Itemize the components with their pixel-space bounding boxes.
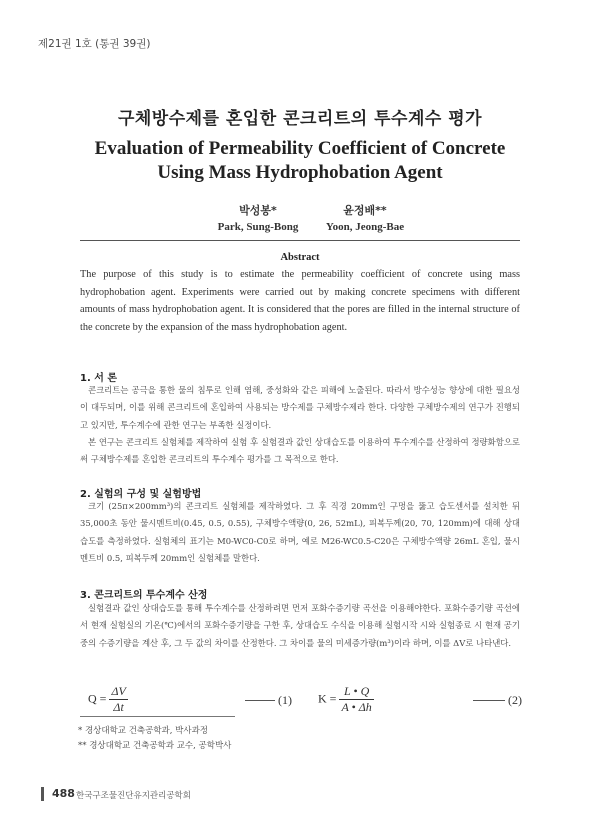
section-2-heading: 2. 실험의 구성 및 실험방법 xyxy=(80,489,202,500)
section-3-heading: 3. 콘크리트의 투수계수 산정 xyxy=(80,590,208,601)
equation-1-lhs: Q = xyxy=(88,691,107,706)
author-2-name-en: Yoon, Jeong-Bae xyxy=(325,221,405,233)
paper-title-korean: 구체방수제를 혼입한 콘크리트의 투수계수 평가 xyxy=(117,109,483,129)
footnote-divider xyxy=(80,716,235,717)
equation-2-lhs: K = xyxy=(318,691,337,706)
page-marker-bar xyxy=(41,787,44,801)
author-1 xyxy=(198,202,318,233)
equation-1-number: (1) xyxy=(278,693,292,707)
section-2-paragraph-1: 크기 (25π×200mm³)의 콘크리트 실험체를 제작하였다. 그 후 직경 20mm인 구멍을 뚫고 습도센서를 설치한 뒤 35,000초 동안 물시멘트비(0.45, 0.5, 0.55), 구체방수액량(0, 26, 52mL), 피복두께(20, 70, 120mm)에 대해 상대습도를 측정하였다. 실험체의 표기는 M0-WC0-C0로 하며, 예로 M26-WC0.5-C20은 구체방수액량 26mL 혼입, 물시멘트비 0.5, 피복두께 20mm인 실험체를 말한다. xyxy=(80,501,520,564)
author-2-name-ko: 윤정배** xyxy=(343,204,387,217)
footnote-1: * 경상대학교 건축공학과, 박사과정 xyxy=(78,726,209,736)
author-2 xyxy=(305,202,425,233)
section-3-paragraph-1: 실험결과 값인 상대습도를 통해 투수계수를 산정하려면 먼저 포화수증기량 곡선을 이용해야한다. 포화수증기량 곡선에서 현재 실험실의 기온(℃)에서의 포화수증기량을 구한 후, 상대습도 수식을 이용해 실험시작 시와 실험종료 시 현재 공기 중의 수증기량을 계산 후, 그 두 값의 차이를 산정한다. 그 차이를 물의 미세증가량(m³)이라 하며, 이를 ΔV로 나타낸다. xyxy=(80,603,520,648)
section-1-heading: 1. 서 론 xyxy=(80,373,118,384)
section-1-paragraph-1: 콘크리트는 공극을 통한 물의 침투로 인해 염해, 중성화와 같은 피해에 노출된다. 따라서 방수성능 향상에 대한 필요성이 대두되며, 이를 위해 콘크리트에 혼입하여 사용되는 방수제를 구체방수제라 한다. 다양한 구체방수제의 연구가 진행되고 있지만, 투수계수에 관한 연구는 부족한 실정이다. xyxy=(80,385,520,430)
author-1-name-ko: 박성봉* xyxy=(239,204,277,217)
header-divider xyxy=(80,240,520,241)
equation-1-denominator: Δt xyxy=(109,699,127,715)
equation-2-fraction xyxy=(339,684,373,715)
equation-1-numerator: ΔV xyxy=(111,684,126,698)
paper-title-english-line2: Using Mass Hydrophobation Agent xyxy=(157,162,443,183)
footnote-2: ** 경상대학교 건축공학과 교수, 공학박사 xyxy=(78,741,232,751)
society-name: 한국구조물진단유지관리공학회 xyxy=(76,791,191,801)
equation-2 xyxy=(318,684,528,715)
equation-2-numerator: L • Q xyxy=(343,684,370,698)
abstract-text: The purpose of this study is to estimate the permeability coefficient of concrete using mass hydrophobation agent. Experiments were carried out by making concrete specimens with different amounts of mass hydrophobation agent. It is considered that the pores are filled in the internal structure of the concrete by the expansion of the mass hydrophobation agent. xyxy=(80,269,520,333)
equation-2-number: (2) xyxy=(508,693,522,707)
equation-2-leader xyxy=(473,700,505,701)
equation-1 xyxy=(88,684,292,715)
equation-2-denominator: A • Δh xyxy=(341,700,372,714)
paper-title-english-line1: Evaluation of Permeability Coefficient of Concrete xyxy=(94,138,506,159)
page-number: 488 xyxy=(52,787,75,800)
abstract-heading: Abstract xyxy=(280,252,320,263)
journal-issue: 제21권 1호 (통권 39권) xyxy=(38,38,151,50)
equation-1-fraction xyxy=(109,684,127,715)
section-1-paragraph-2: 본 연구는 콘크리트 실험체를 제작하여 실험 후 실험결과 값인 상대습도를 이용하여 투수계수를 산정하여 정량화함으로써 구체방수제를 혼입한 콘크리트의 투수계수 평가를 그 목적으로 한다. xyxy=(80,437,520,465)
author-1-name-en: Park, Sung-Bong xyxy=(217,221,299,233)
equation-1-leader xyxy=(245,700,275,701)
